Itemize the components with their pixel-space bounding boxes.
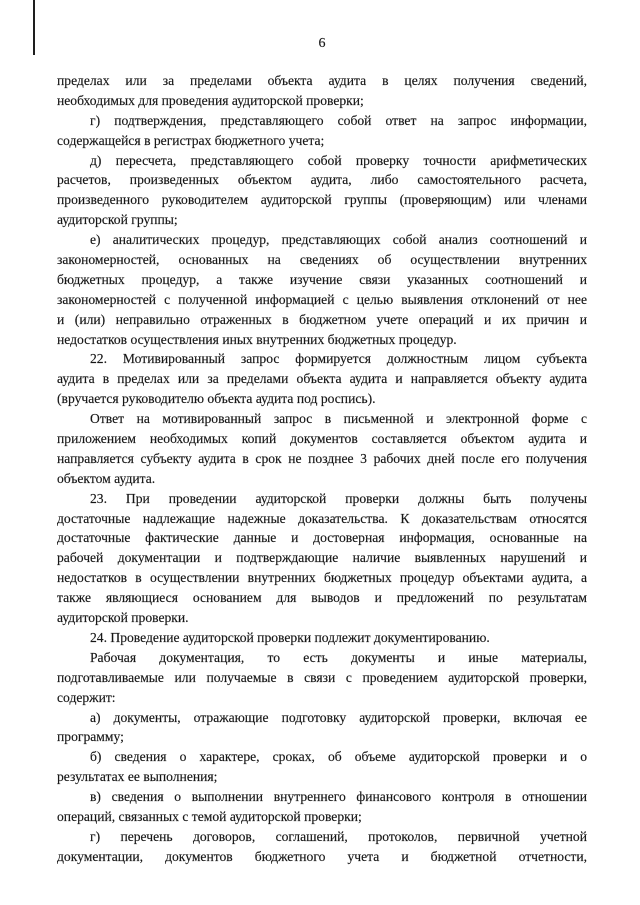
text-line: недостатков осуществления иных внутренних бюджетных процедур. [57,331,457,347]
text-line: бюджетных процедур, а также изучение связи указанных соотношений и [57,271,587,287]
text-line: направляется субъекту аудита в срок не позднее 3 рабочих дней после его получения [57,450,587,466]
text-line: достаточные надлежащие надежные доказательства. К доказательствам относятся [57,510,587,526]
text-line: Ответ на мотивированный запрос в письменной и электронной форме с [90,411,587,427]
paragraph [57,111,587,151]
paragraph [57,71,587,111]
text-line: Рабочая документация, то есть документы и иные материалы, [90,649,587,665]
text-line: объектом аудита. [57,470,156,486]
text-line: программу; [57,729,124,745]
paragraph [57,489,587,628]
paragraph [57,151,587,231]
paragraph [57,230,587,349]
text-line: достаточные фактические данные и достоверная информация, основанные на [57,530,587,546]
paragraph [57,409,587,489]
paragraph [57,747,587,787]
text-line: аудиторской проверки. [57,610,189,626]
text-line: аудиторской группы; [57,212,178,228]
text-line: подготавливаемые или получаемые в связи с проведением аудиторской проверки, [57,669,587,685]
text-line: а) документы, отражающие подготовку аудиторской проверки, включая ее [90,709,587,725]
text-line: в) сведения о выполнении внутреннего финансового контроля в отношении [90,789,587,805]
text-line: б) сведения о характере, сроках, об объеме аудиторской проверки и о [90,749,587,765]
text-line: г) подтверждения, представляющего собой ответ на запрос информации, [90,112,587,128]
text-line: операций, связанных с темой аудиторской проверки; [57,808,362,824]
text-line: пределах или за пределами объекта аудита в целях получения сведений, [57,73,587,88]
text-line: содержащейся в регистрах бюджетного учета; [57,132,325,148]
text-line: документации, документов бюджетного учета и бюджетной отчетности, [57,848,587,864]
text-line: г) перечень договоров, соглашений, протоколов, первичной учетной [90,828,587,844]
page-number: 6 [318,36,326,51]
text-line: также являющиеся основанием для выводов и предложений по результатам [57,590,587,606]
paragraph [57,349,587,409]
scan-artifact-line [33,0,35,55]
paragraph [57,708,587,748]
paragraph [57,827,587,867]
text-line: расчетов, произведенных объектом аудита, либо самостоятельного расчета, [57,172,587,188]
text-line: результатах ее выполнения; [57,769,218,785]
text-line: закономерностей с полученной информацией с целью выявления отклонений от нее [57,291,587,307]
text-line: и (или) неправильно отраженных в бюджетном учете операций и их причин и [57,311,587,327]
text-line: недостатков в осуществлении внутренних бюджетных процедур объектами аудита, а [57,570,587,586]
text-line: закономерностей, основанных на сведениях об осуществлении внутренних [57,252,587,268]
text-line: аудита в пределах или за пределами объекта аудита и направляется объекту аудита [57,371,587,387]
text-line: приложением необходимых копий документов составляется объектом аудита и [57,431,587,447]
text-line: е) аналитических процедур, представляющих собой анализ соотношений и [90,232,587,248]
text-line: содержит: [57,689,116,705]
paragraph [57,787,587,827]
text-line: произведенного руководителем аудиторской группы (проверяющим) или членами [57,192,587,208]
text-line: 22. Мотивированный запрос формируется должностным лицом субъекта [90,351,587,367]
text-column [57,71,587,867]
paragraph [57,628,587,648]
text-line: рабочей документации и подтверждающие наличие выявленных нарушений и [57,550,587,566]
text-line: необходимых для проведения аудиторской проверки; [57,92,364,108]
text-line: д) пересчета, представляющего собой проверку точности арифметических [90,152,587,168]
text-line: (вручается руководителю объекта аудита под роспись). [57,391,376,407]
text-line: 23. При проведении аудиторской проверки должны быть получены [90,490,587,506]
text-line: 24. Проведение аудиторской проверки подлежит документированию. [90,629,490,645]
paragraph [57,648,587,708]
